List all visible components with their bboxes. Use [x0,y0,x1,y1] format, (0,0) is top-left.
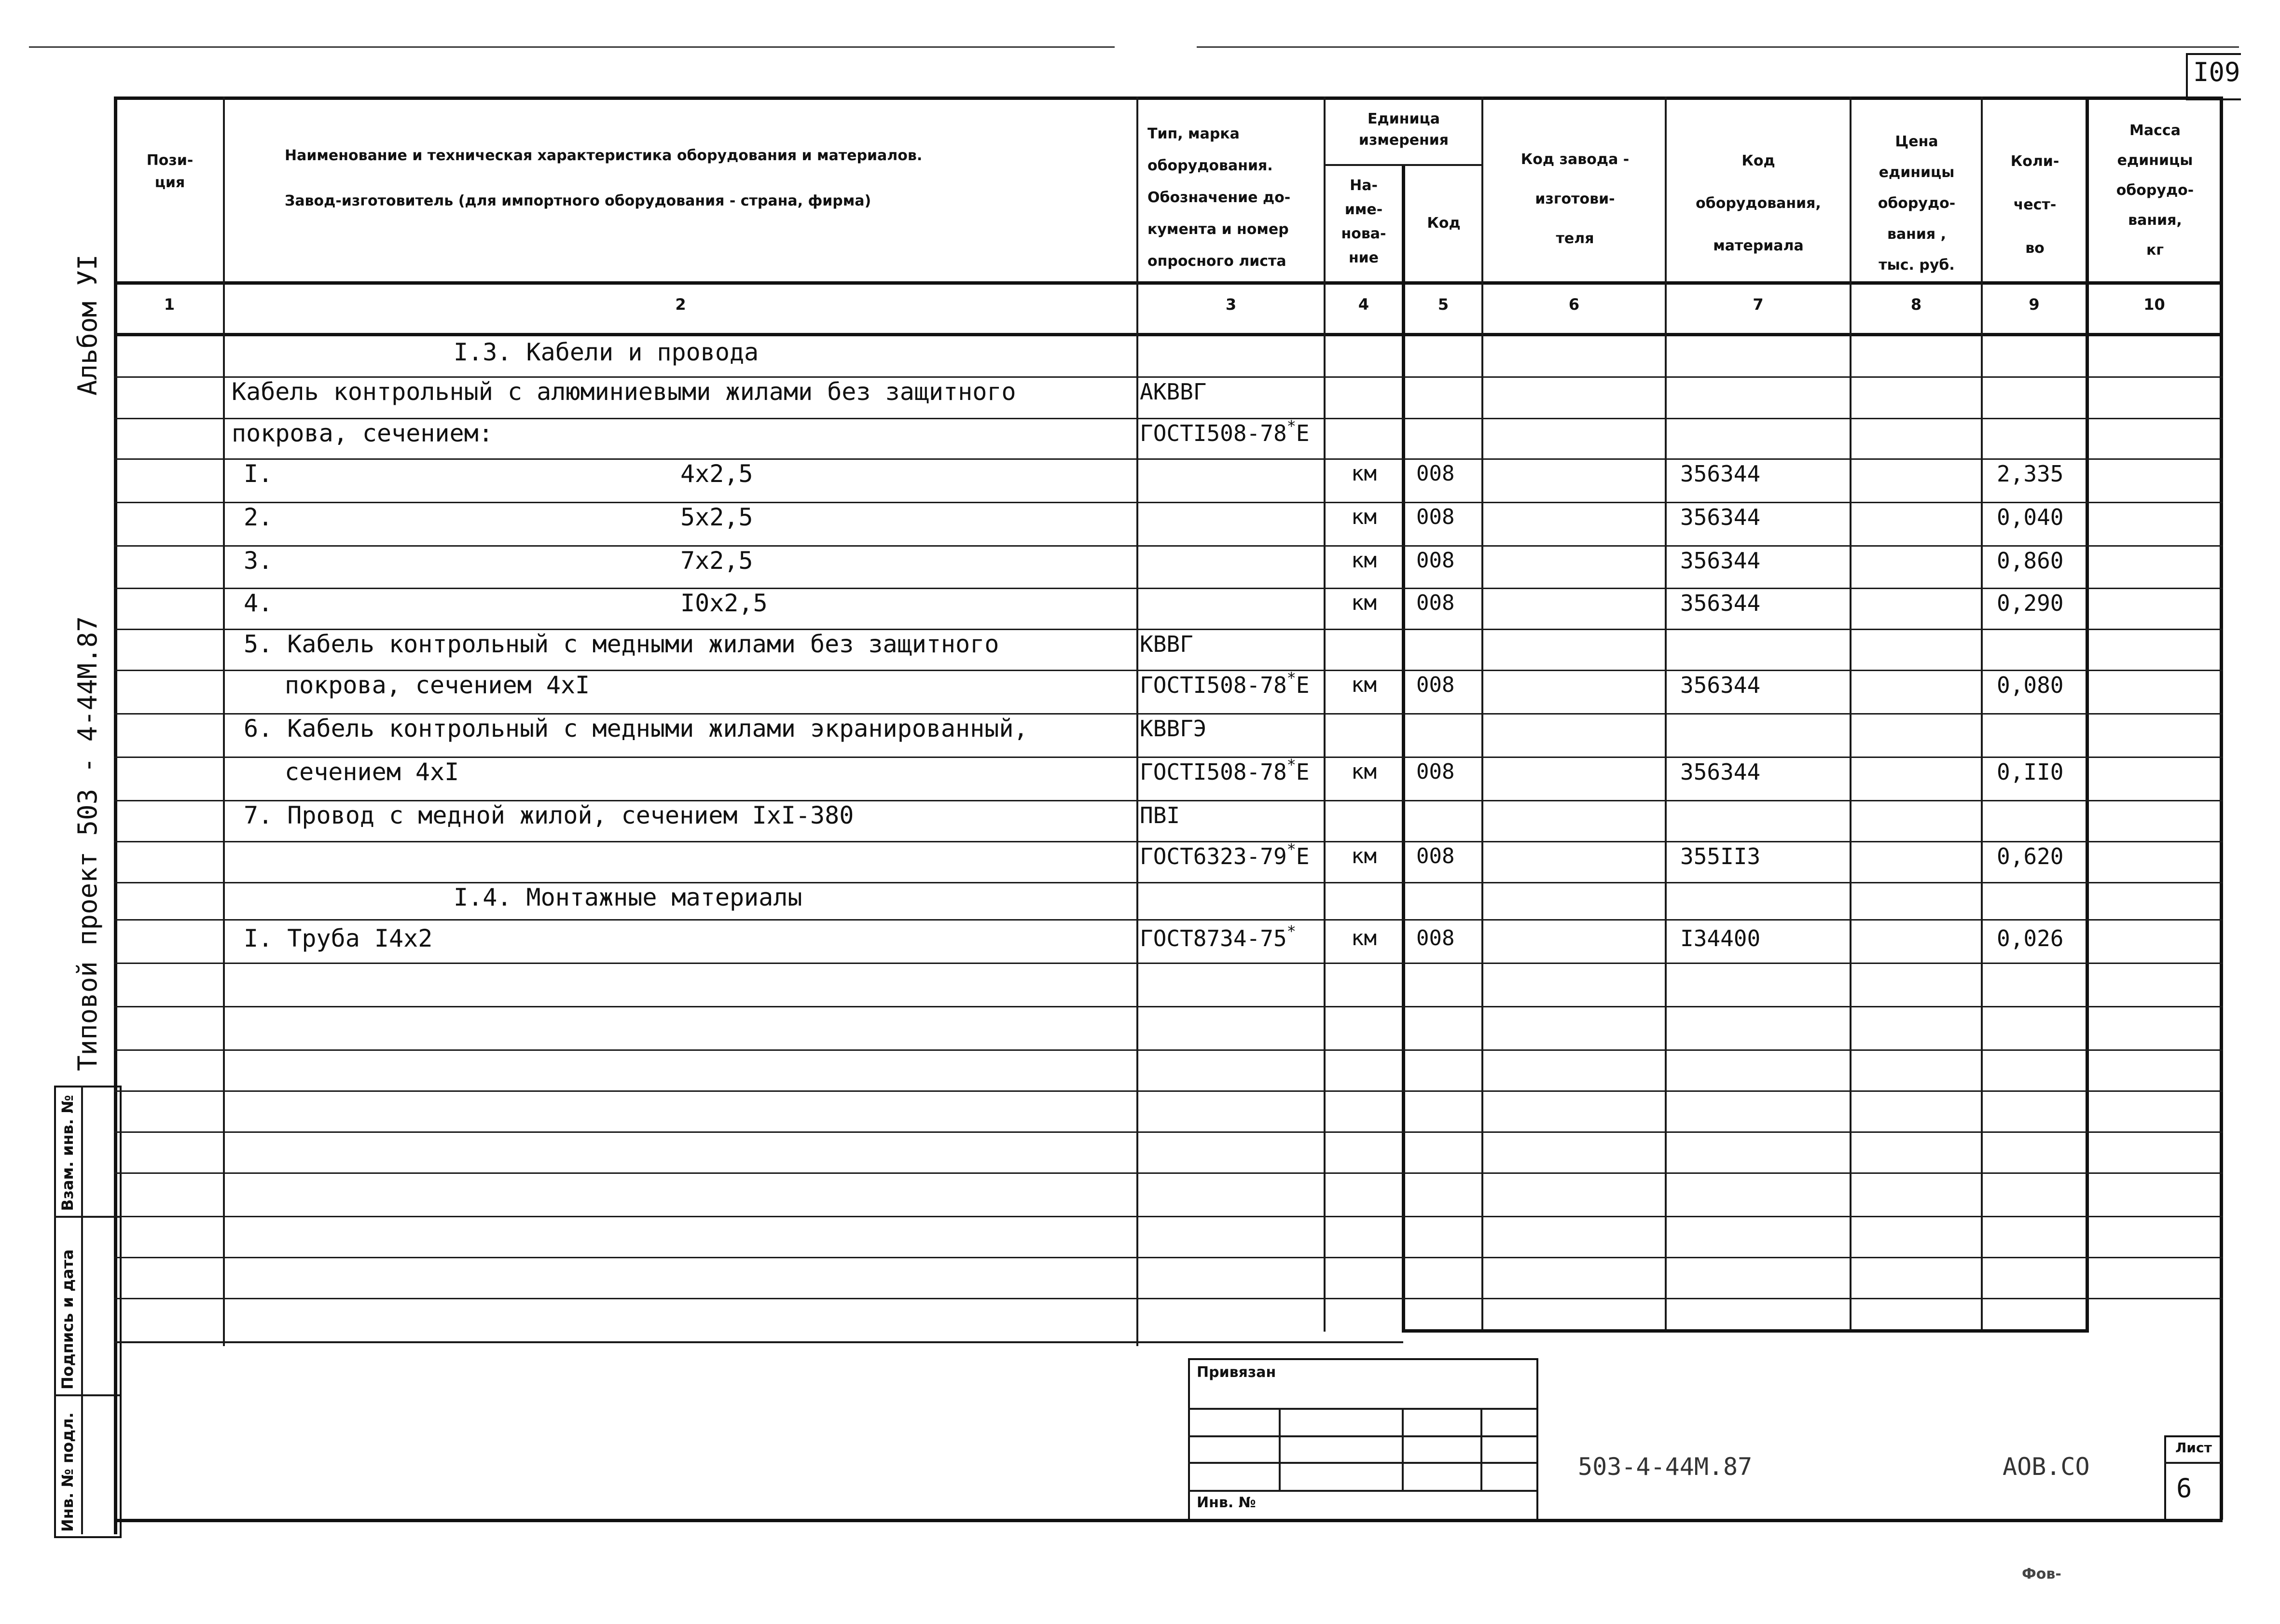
title-vline-3 [1480,1408,1482,1490]
item-section-size: 4х2,5 [680,460,753,488]
item-unit: км [1351,844,1377,868]
item-unit-code: 008 [1416,673,1455,697]
item-name: Кабель контрольный с алюминиевыми жилами без защитного [232,378,1016,406]
row-line [114,1298,2223,1299]
colnum-2: 2 [675,295,686,314]
header-price: Цена единицы оборудо- вания , тыс. руб. [1878,133,1956,274]
header-material-code: Код оборудования, материала [1696,152,1821,254]
item-unit-code: 008 [1416,759,1455,784]
doc-code: 503-4-44М.87 [1578,1453,1753,1481]
item-type: КВВГ [1140,631,1193,657]
item-unit: км [1351,461,1377,486]
unit-title-line [1324,164,1483,166]
title-line-2 [1188,1435,1536,1437]
item-name: покрова, сечением 4хI [285,671,590,699]
item-quantity: 0,080 [1997,672,2064,698]
item-type: ГОСТI508-78*Е [1140,669,1310,698]
header-unit-code: Код [1427,215,1461,232]
col-line-1 [223,96,225,1346]
page-number: I09 [2193,57,2240,87]
item-name: покрова, сечением: [232,419,493,447]
header-bottom-line [114,281,2223,285]
row-line [114,588,2223,589]
item-unit-code: 008 [1416,505,1455,529]
item-unit-code: 008 [1416,548,1455,573]
item-type: АКВВГ [1140,379,1207,405]
colnum-1: 1 [164,295,175,314]
colnum-6: 6 [1568,295,1580,314]
footer-mark: Фов- [2022,1566,2061,1583]
item-type: ПВI [1140,802,1180,828]
header-factory-code: Код завода - изготови- теля [1520,151,1630,247]
item-unit-code: 008 [1416,926,1455,950]
row-line [114,502,2223,503]
row-line [114,545,2223,547]
item-material-code: 356344 [1680,504,1761,530]
item-quantity: 0,860 [1997,548,2064,574]
table-frame-bottom [114,1519,2223,1522]
stamp-divider-2 [54,1394,120,1396]
item-section-size: 7х2,5 [680,547,753,575]
title-line-1 [1188,1408,1536,1410]
item-material-code: 356344 [1680,672,1761,698]
item-quantity: 0,290 [1997,590,2064,616]
colnum-8: 8 [1910,295,1922,314]
stamp-label-podpis: Подпись и дата [58,1249,77,1390]
colnum-3: 3 [1225,295,1237,314]
row-line [114,1172,2223,1174]
row-line [114,1090,2223,1092]
row-line [114,919,2223,921]
header-mass: Масса единицы оборудо- вания, кг [2116,122,2194,259]
table-frame-top [114,96,2223,100]
item-material-code: 356344 [1680,548,1761,574]
table-frame-right [2220,96,2223,1520]
item-name: 5. Кабель контрольный с медными жилами без защитного [244,630,999,658]
item-material-code: 356344 [1680,759,1761,785]
stamp-label-vzam: Взам. инв. № [58,1095,77,1211]
top-rule [29,46,1115,48]
item-name: 4. [244,589,273,617]
item-type: ГОСТI508-78*Е [1140,417,1310,446]
item-type: КВВГЭ [1140,716,1207,742]
item-unit: км [1351,505,1377,529]
item-quantity: 0,620 [1997,843,2064,869]
row-line [114,1006,2223,1007]
item-name: I.3. Кабели и провода [454,338,759,366]
body-bottom-line [1402,1329,2089,1333]
item-unit-code: 008 [1416,844,1455,868]
col-line-4 [1402,164,1405,1332]
item-type: ГОСТ6323-79*Е [1140,840,1310,869]
header-unit-title: Единица измерения [1358,110,1449,149]
header-unit-name: На- име- нова- ние [1341,177,1386,266]
title-bound-label: Привязан [1197,1364,1276,1381]
item-unit-code: 008 [1416,461,1455,486]
item-material-code: 356344 [1680,590,1761,616]
item-material-code: 355II3 [1680,843,1761,869]
sheet-label: Лист [2175,1440,2212,1456]
header-quantity: Коли- чест- во [2010,153,2059,257]
stamp-label-inv: Инв. № подл. [58,1412,77,1532]
item-type: ГОСТI508-78*Е [1140,756,1310,785]
header-type: Тип, марка оборудования. Обозначение до- кумента и номер опросного листа [1147,125,1291,270]
item-name: 3. [244,547,273,575]
header-position: Пози- ция [146,152,193,191]
item-unit-code: 008 [1416,591,1455,615]
item-unit: км [1351,591,1377,615]
header-name: Наименование и техническая характеристика оборудования и материалов. Завод-изготовитель (для импортного оборудования - страна, фирма) [285,147,923,209]
project-label: Типовой проект 503 - 4-44М.87 [72,616,103,1071]
colnum-7: 7 [1753,295,1764,314]
row-line [114,1216,2223,1217]
item-quantity: 0,II0 [1997,759,2064,785]
title-vline-1 [1279,1408,1281,1490]
stamp-divider-1 [54,1216,120,1218]
item-unit: км [1351,759,1377,784]
title-inv-label: Инв. № [1197,1494,1256,1511]
sheet-code: АОВ.СО [2003,1453,2090,1481]
title-line-3 [1188,1462,1536,1464]
item-quantity: 2,335 [1997,461,2064,487]
item-type: ГОСТ8734-75* [1140,922,1296,951]
item-name: 7. Провод с медной жилой, сечением IхI-380 [244,801,854,829]
title-vline-2 [1402,1408,1404,1490]
item-section-size: 5х2,5 [680,503,753,531]
row-line [114,882,2223,883]
album-label: Альбом УI [72,254,103,396]
stamp-inner-line [81,1086,83,1534]
item-unit: км [1351,548,1377,573]
item-name: I. [244,460,273,488]
top-rule-right [1197,46,2239,48]
row-line [114,1131,2223,1133]
item-unit: км [1351,673,1377,697]
colnum-bottom-line [114,333,2223,336]
sheet-box-line [2164,1462,2221,1464]
item-name: 6. Кабель контрольный с медными жилами экранированный, [244,715,1028,743]
item-name: сечением 4хI [285,758,459,786]
body-bottom-line-left [114,1341,1403,1343]
row-line [114,1049,2223,1051]
col-line-2 [1136,96,1138,1346]
item-unit: км [1351,926,1377,950]
colnum-10: 10 [2143,295,2165,314]
item-material-code: 356344 [1680,461,1761,487]
row-line [114,458,2223,460]
item-name: 2. [244,503,273,531]
sheet-number: 6 [2176,1473,2192,1503]
row-line [114,963,2223,964]
colnum-5: 5 [1437,295,1449,314]
row-line [114,1257,2223,1258]
item-section-size: I0х2,5 [680,589,768,617]
item-material-code: I34400 [1680,925,1761,951]
item-name: I. Труба I4х2 [244,924,433,952]
colnum-4: 4 [1358,295,1369,314]
colnum-9: 9 [2029,295,2040,314]
item-name: I.4. Монтажные материалы [454,883,802,911]
item-quantity: 0,040 [1997,504,2064,530]
item-quantity: 0,026 [1997,925,2064,951]
